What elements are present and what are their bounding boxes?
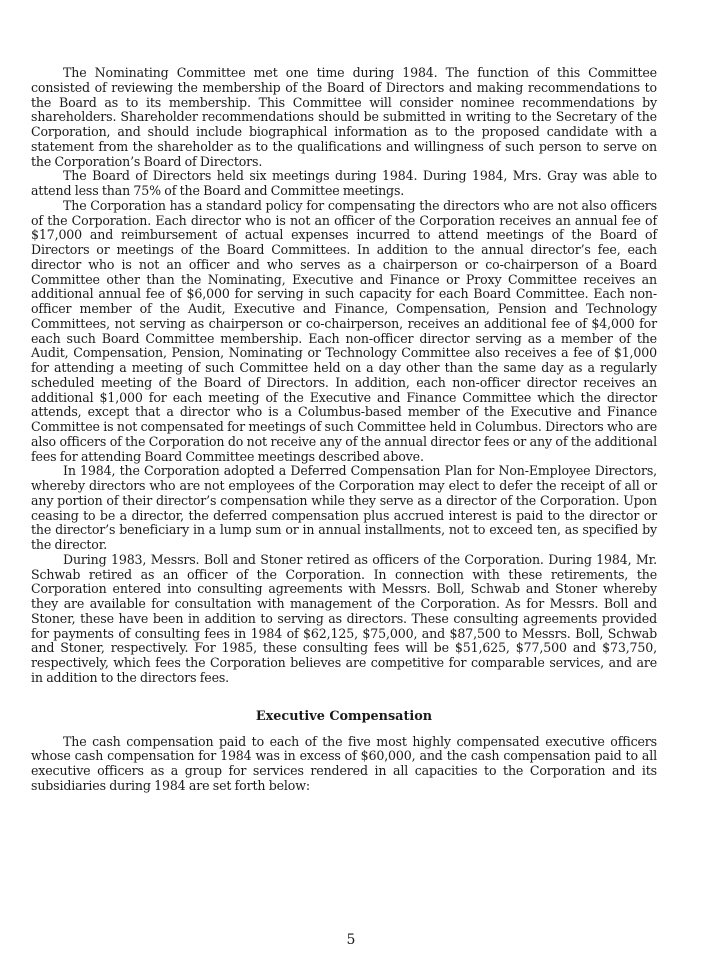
paragraph-consulting-agreements: During 1983, Messrs. Boll and Stoner retired as officers of the Corporation. During 1984, Mr. Schwab retired as an officer of the Corporation. In connection with these retirements, the Corporation entered into consulting agreements with Messrs. Boll, Schwab and Stoner whereby they are available for consultation with management of the Corporation. As for Messrs. Boll and Stoner, these have been in addition to serving as directors. These consulting agreements provided for payments of consulting fees in 1984 of $62,125, $75,000, and $87,500 to Messrs. Boll, Schwab and Stoner, respectively. For 1985, these consulting fees will be $51,625, $77,500 and $73,750, respectively, which fees the Corporation believes are competitive for comparable services, and are in addition to the directors fees.: [31, 551, 657, 685]
paragraph-director-compensation-policy: The Corporation has a standard policy for compensating the directors who are not also officers of the Corporation. Each director who is not an officer of the Corporation receives an annual fee of $17,000 and reimbursement of actual expenses incurred to attend meetings of the Board of Directors or meetings of the Board Committees. In addition to the annual director’s fee, each director who is not an officer and who serves as a chairperson or co-chairperson of a Board Committee other than the Nominating, Executive and Finance or Proxy Committee receives an additional annual fee of $6,000 for serving in such capacity for each Board Committee. Each non-officer member of the Audit, Executive and Finance, Compensation, Pension and Technology Committees, not serving as chairperson or co-chairperson, receives an additional fee of $4,000 for each such Board Committee membership. Each non-officer director serving as a member of the Audit, Compensation, Pension, Nominating or Technology Committee also receives a fee of $1,000 for attending a meeting of such Committee held on a day other than the same day as a regularly scheduled meeting of the Board of Directors. In addition, each non-officer director receives an additional $1,000 for each meeting of the Executive and Finance Committee which the director attends, except that a director who is a Columbus-based member of the Executive and Finance Committee is not compensated for meetings of such Committee held in Columbus. Directors who are also officers of the Corporation do not receive any of the annual director fees or any of the additional fees for attending Board Committee meetings described above.: [31, 197, 657, 464]
document-body: [31, 66, 657, 794]
paragraph-executive-cash-compensation: The cash compensation paid to each of the five most highly compensated executive officers whose cash compensation for 1984 was in excess of $60,000, and the cash compensation paid to all executive officers as a group for services rendered in all capacities to the Corporation and its subsidiaries during 1984 are set forth below:: [31, 733, 657, 793]
page-number: 5: [346, 932, 356, 948]
paragraph-deferred-compensation-plan: In 1984, the Corporation adopted a Deferred Compensation Plan for Non-Employee Directors, whereby directors who are not employees of the Corporation may elect to defer the receipt of all or any portion of their director’s compensation while they serve as a director of the Corporation. Upon ceasing to be a director, the deferred compensation plus accrued interest is paid to the director or the director’s beneficiary in a lump sum or in annual installments, not to exceed ten, as specified by the director.: [31, 463, 657, 552]
paragraph-nominating-committee: The Nominating Committee met one time during 1984. The function of this Committee consisted of reviewing the membership of the Board of Directors and making recommendations to the Board as to its membership. This Committee will consider nominee recommendations by shareholders. Shareholder recommendations should be submitted in writing to the Secretary of the Corporation, and should include biographical information as to the proposed candidate with a statement from the shareholder as to the qualifications and willingness of such person to serve on the Corporation’s Board of Directors.: [31, 65, 657, 169]
paragraph-board-meetings: The Board of Directors held six meetings during 1984. During 1984, Mrs. Gray was able to attend less than 75% of the Board and Committee meetings.: [31, 168, 657, 198]
section-heading-executive-compensation: Executive Compensation: [255, 708, 433, 724]
